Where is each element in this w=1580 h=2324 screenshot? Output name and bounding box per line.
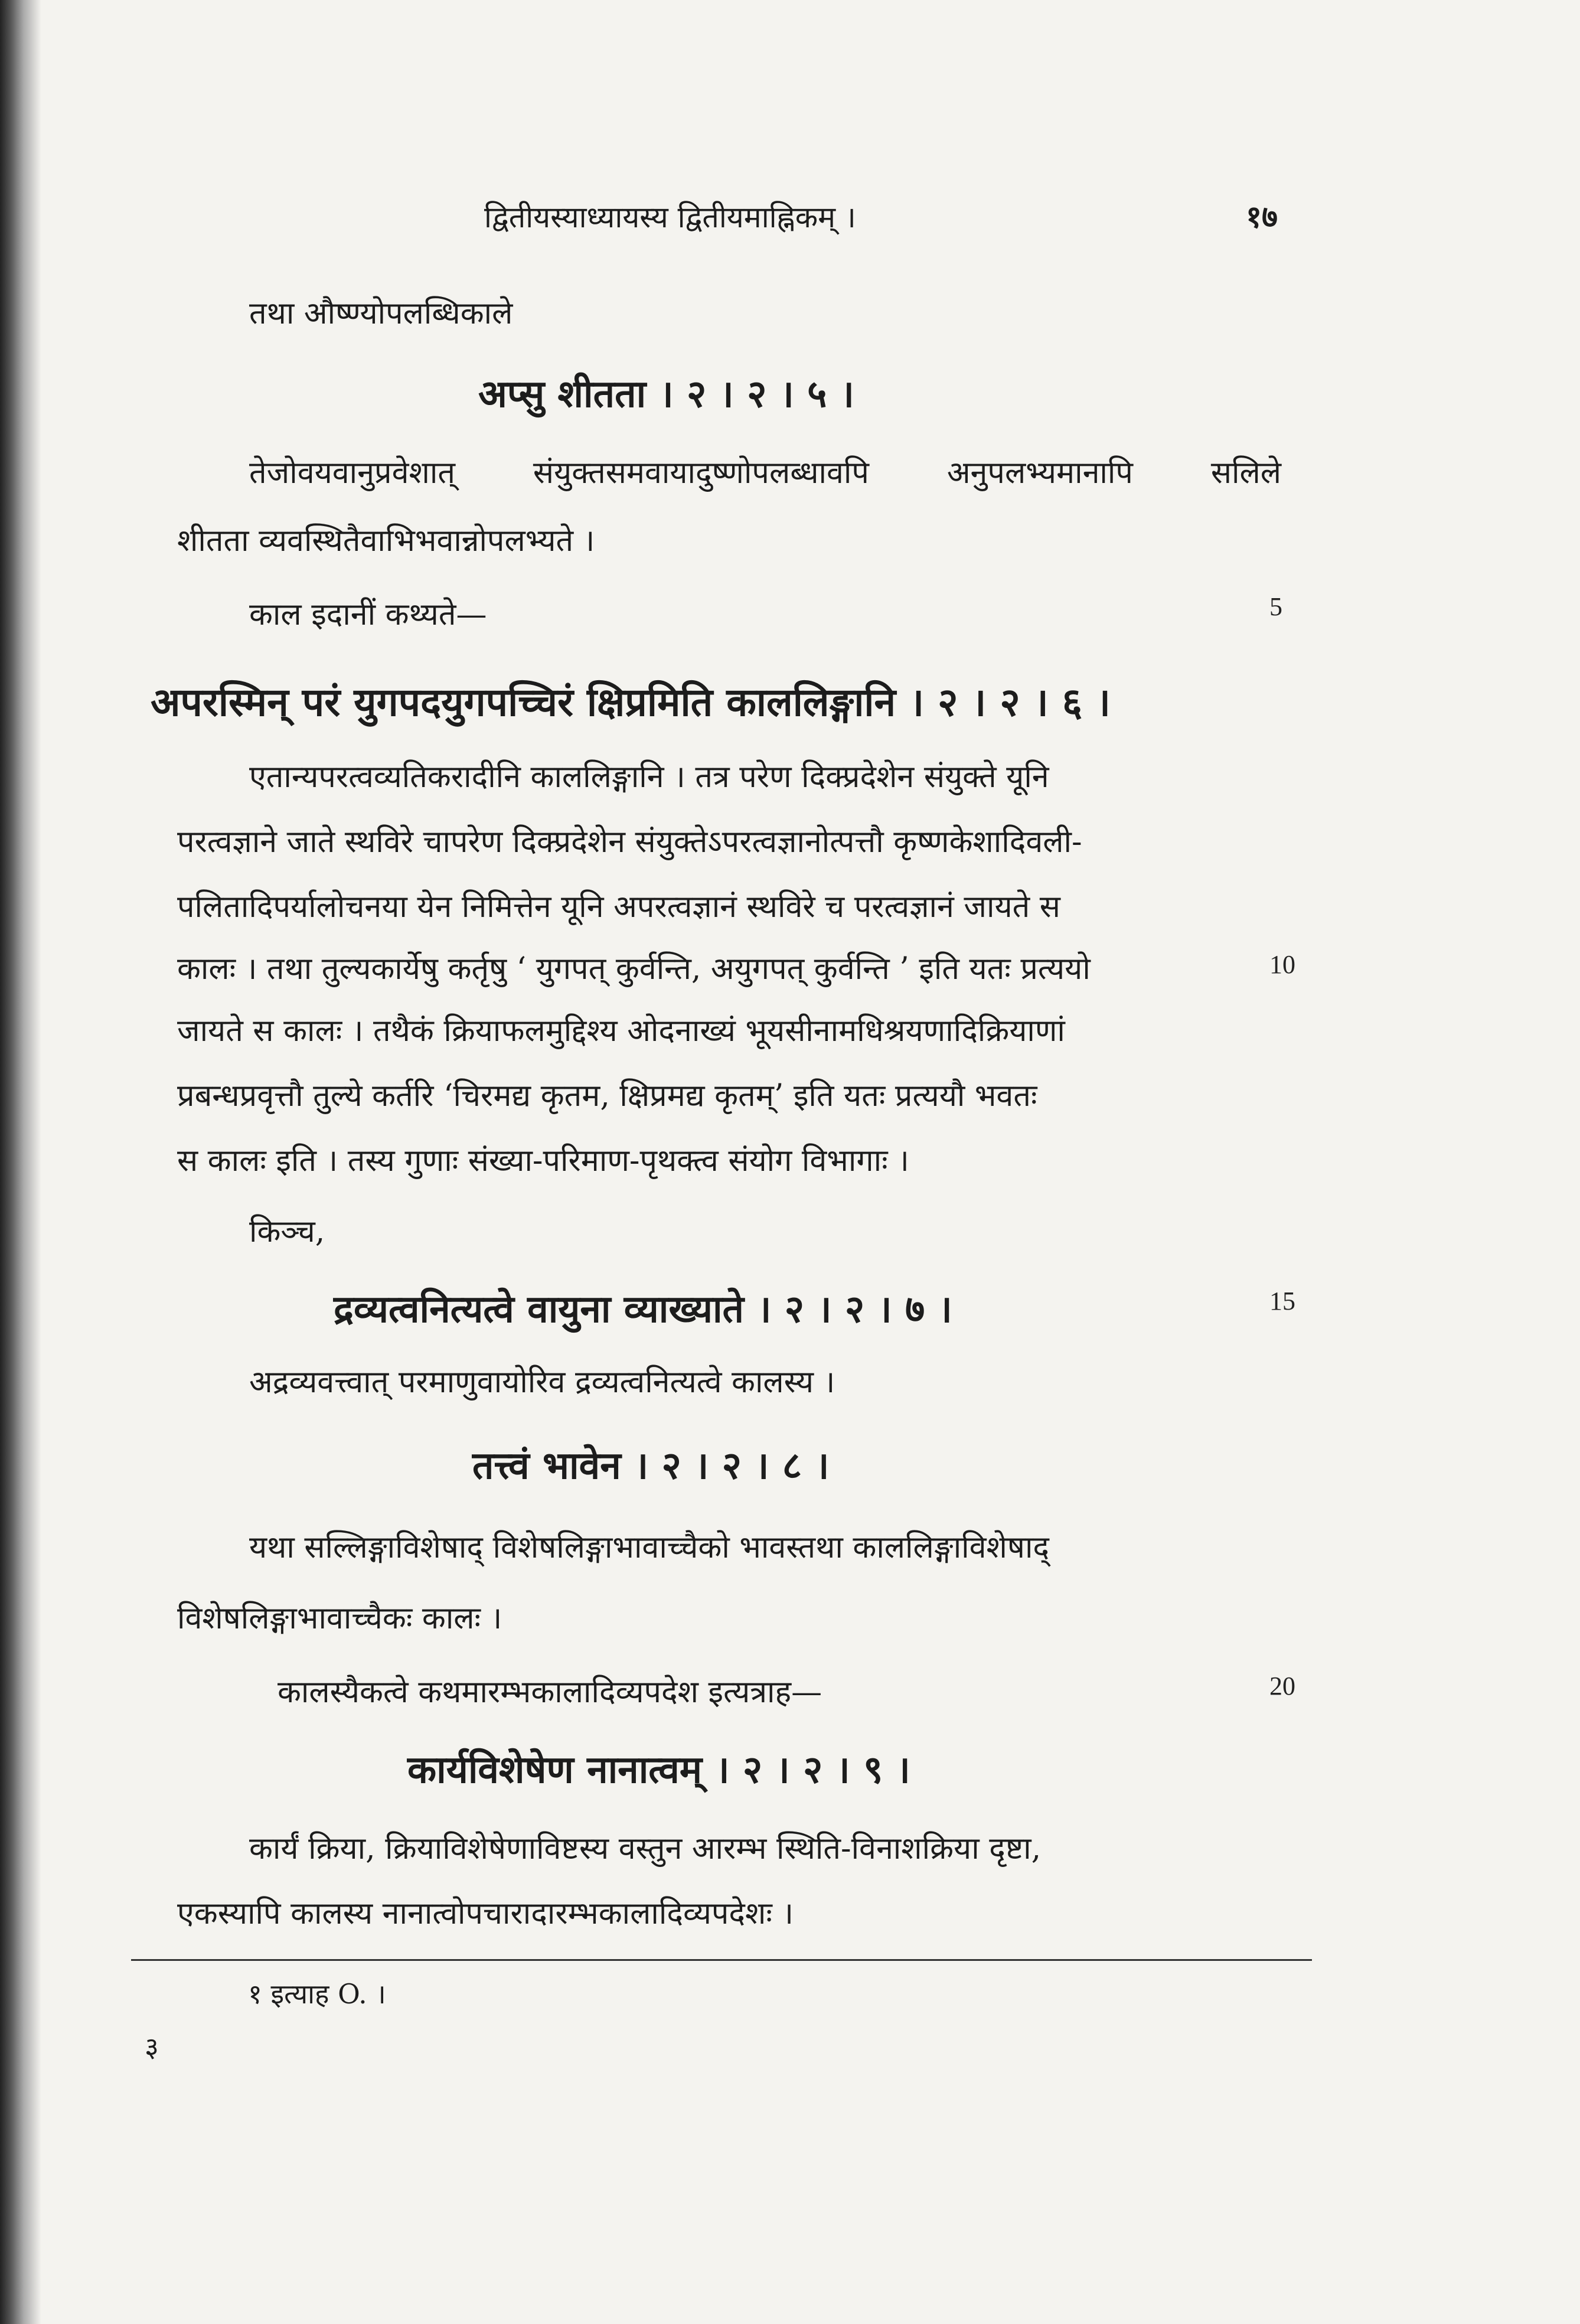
- text-line: यथा सल्लिङ्गाविशेषाद् विशेषलिङ्गाभावाच्चैको भावस्तथा काललिङ्गाविशेषाद्: [249, 1530, 1050, 1565]
- text-word: तेजोवयवानुप्रवेशात्: [249, 455, 455, 491]
- text-line: एकस्यापि कालस्य नानात्वोपचारादारम्भकालादिव्यपदेशः ।: [177, 1896, 794, 1931]
- text-line: किञ्च,: [249, 1214, 325, 1249]
- text-line: कालः । तथा तुल्यकार्येषु कर्तृषु ‘ युगपत् कुर्वन्ति, अयुगपत् कुर्वन्ति ’ इति यतः प्रत्ययो: [177, 951, 1091, 987]
- scan-edge-shadow: [0, 0, 41, 2324]
- running-header: द्वितीयस्याध्यायस्य द्वितीयमाह्निकम् ।: [484, 200, 856, 234]
- text-line: विशेषलिङ्गाभावाच्चैकः कालः ।: [177, 1601, 502, 1636]
- sutra-heading: तत्त्वं भावेन । २ । २ । ८ ।: [472, 1444, 830, 1488]
- text-line: कालस्यैकत्वे कथमारम्भकालादिव्यपदेश इत्यत्राह—: [278, 1675, 822, 1710]
- text-word: संयुक्तसमवायादुष्णोपलब्धावपि: [533, 455, 869, 491]
- text-line: तथा औष्ण्योपलब्धिकाले: [249, 296, 513, 331]
- text-line: पलितादिपर्यालोचनया येन निमित्तेन यूनि अपरत्वज्ञानं स्थविरे च परत्वज्ञानं जायते स: [177, 889, 1060, 925]
- text-line: स कालः इति । तस्य गुणाः संख्या-परिमाण-पृथक्त्व संयोग विभागाः ।: [177, 1143, 909, 1179]
- text-line: काल इदानीं कथ्यते—: [249, 597, 487, 632]
- footnote-rule: [131, 1959, 1312, 1961]
- text-line: अद्रव्यवत्त्वात् परमाणुवायोरिव द्रव्यत्वनित्यत्वे कालस्य ।: [249, 1365, 835, 1400]
- line-number: 15: [1269, 1287, 1295, 1316]
- text-word: अनुपलभ्यमानापि: [946, 455, 1133, 491]
- line-number: 10: [1269, 950, 1295, 979]
- sutra-heading: अप्सु शीतता । २ । २ । ५ ।: [478, 372, 855, 416]
- text-line: [249, 455, 1281, 491]
- page-number: १७: [1246, 199, 1278, 235]
- text-line: परत्वज्ञाने जाते स्थविरे चापरेण दिक्प्रदेशेन संयुक्तेऽपरत्वज्ञानोत्पत्तौ कृष्णकेशादिवली-: [177, 824, 1082, 860]
- text-line: जायते स कालः । तथैकं क्रियाफलमुद्दिश्य ओदनाख्यं भूयसीनामधिश्रयणादिक्रियाणां: [177, 1013, 1065, 1049]
- signature-mark: ३: [145, 2031, 159, 2063]
- text-line: कार्यं क्रिया, क्रियाविशेषेणाविष्टस्य वस्तुन आरम्भ स्थिति-विनाशक्रिया दृष्टा,: [249, 1831, 1042, 1866]
- sutra-heading: अपरस्मिन् परं युगपदयुगपच्चिरं क्षिप्रमिति काललिङ्गानि । २ । २ । ६ ।: [151, 679, 1111, 725]
- text-line: एतान्यपरत्वव्यतिकरादीनि काललिङ्गानि । तत्र परेण दिक्प्रदेशेन संयुक्ते यूनि: [249, 759, 1049, 795]
- text-word: सलिले: [1210, 455, 1281, 491]
- footnote: १ इत्याह O. ।: [248, 1978, 386, 2010]
- text-line: शीतता व्यवस्थितैवाभिभवान्नोपलभ्यते ।: [177, 523, 595, 559]
- sutra-heading: द्रव्यत्वनित्यत्वे वायुना व्याख्याते । २ । २ । ७ ।: [334, 1287, 952, 1331]
- text-line: प्रबन्धप्रवृत्तौ तुल्ये कर्तरि ‘चिरमद्य कृतम, क्षिप्रमद्य कृतम्’ इति यतः प्रत्ययौ भवतः: [177, 1078, 1037, 1114]
- sutra-heading: कार्यविशेषेण नानात्वम् । २ । २ । ९ ।: [407, 1748, 910, 1792]
- line-number: 5: [1269, 592, 1282, 621]
- line-number: 20: [1269, 1672, 1295, 1700]
